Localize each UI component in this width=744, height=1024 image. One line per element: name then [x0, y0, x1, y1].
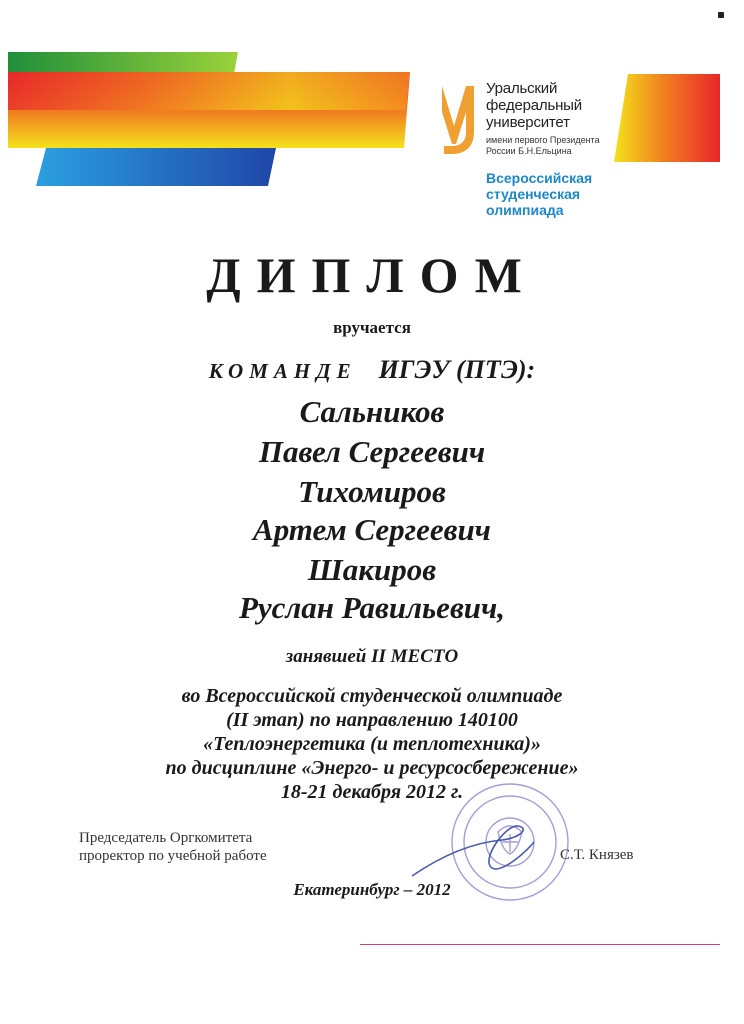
- bottom-divider: [360, 944, 720, 945]
- scan-mark: [718, 12, 724, 18]
- place-line: занявшей II МЕСТО: [285, 646, 459, 667]
- team-line: [0, 355, 744, 385]
- decorative-stripes: [0, 0, 744, 200]
- details-line: по дисциплине «Энерго- и ресурсосбережение»: [165, 757, 579, 779]
- team-name: ИГЭУ (ПТЭ):: [378, 355, 536, 384]
- team-word: КОМАНДЕ: [208, 359, 357, 383]
- signer-name: С.Т. Князев: [560, 847, 634, 863]
- university-name: Уральский федеральный университет: [486, 80, 582, 131]
- university-logo-icon: [430, 82, 478, 156]
- olympiad-name: Всероссийская студенческая олимпиада: [486, 170, 593, 218]
- member-line: Сальников: [299, 394, 445, 429]
- signer-position: Председатель Оргкомитета проректор по учебной работе: [79, 830, 267, 864]
- member-line: Артем Сергеевич: [253, 512, 491, 547]
- member-line: Павел Сергеевич: [258, 434, 486, 469]
- details-line: во Всероссийской студенческой олимпиаде: [181, 685, 563, 707]
- city-year: Екатеринбург – 2012: [293, 880, 451, 899]
- university-subtitle: имени первого Президента России Б.Н.Ельцина: [486, 135, 600, 156]
- right-stripe: [614, 74, 720, 162]
- details-block: [0, 684, 744, 804]
- member-line: Руслан Равильевич,: [238, 590, 506, 625]
- diploma-title: ДИПЛОМ: [206, 247, 538, 303]
- member-line: Шакиров: [307, 552, 437, 587]
- details-line: 18-21 декабря 2012 г.: [280, 781, 464, 803]
- details-line: «Теплоэнергетика (и теплотехника)»: [203, 733, 541, 755]
- details-line: (II этап) по направлению 140100: [226, 709, 518, 731]
- blue-stripe: [36, 148, 276, 186]
- member-line: Тихомиров: [298, 474, 446, 509]
- awarded-to-label: вручается: [333, 318, 411, 337]
